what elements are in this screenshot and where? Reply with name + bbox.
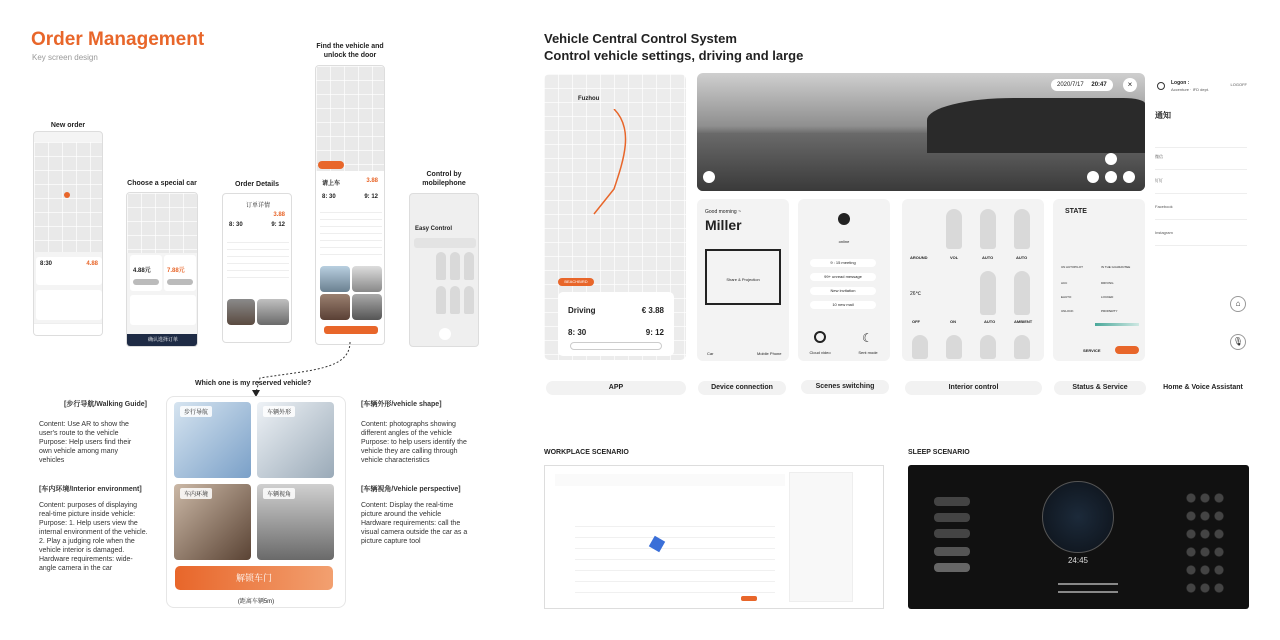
workplace-sidebar — [789, 472, 853, 602]
order-panel — [36, 257, 102, 285]
sleep-app-grid[interactable] — [1184, 489, 1228, 593]
nav-button[interactable] — [318, 161, 344, 169]
logoff-button[interactable]: LOGOFF — [1230, 82, 1247, 87]
avatar — [838, 213, 850, 225]
car-option-b[interactable] — [164, 255, 196, 291]
service-toggle[interactable] — [1115, 346, 1139, 354]
find-time-b: 9: 12 — [364, 194, 378, 200]
phone-label-special-car: Choose a special car — [127, 180, 197, 187]
note-perspective-body: Content: Display the real-time picture around the vehicle Hardware requirements: call the visual camera outside the car as a picture capture tool — [361, 502, 468, 545]
find-price: 3.88 — [366, 178, 378, 184]
note-shape-title: [车辆外形/vehicle shape] — [361, 401, 442, 408]
phone-find-vehicle — [315, 65, 385, 345]
service-label: SERVICE — [1083, 348, 1101, 353]
note-perspective-title: [车辆视角/Vehicle perspective] — [361, 486, 461, 493]
control-slider[interactable] — [980, 335, 996, 359]
connector-arrow — [250, 340, 360, 400]
tile-label: 步行导航 — [180, 406, 212, 417]
tile-walking[interactable] — [320, 266, 350, 292]
confirm-order-button[interactable]: 确认选择订单 — [127, 334, 198, 346]
temperature: 26℃ — [910, 291, 922, 297]
state-item: EAUTO — [1061, 295, 1072, 299]
phone-label-new-order: New order — [50, 122, 86, 129]
control-slider[interactable] — [464, 286, 474, 314]
night-mode-label: Sent mode — [858, 350, 878, 355]
night-mode-tile[interactable] — [846, 322, 890, 360]
app-city: Fuzhou — [578, 96, 600, 102]
note-walking-title: [步行导航/Walking Guide] — [64, 401, 147, 408]
control-slider[interactable] — [946, 335, 962, 359]
tile-vehicle-shape[interactable] — [257, 402, 334, 478]
workplace-table — [575, 516, 775, 596]
driving-time-b: 9: 12 — [645, 328, 664, 337]
unlock-door-button[interactable]: 解锁车门 — [175, 566, 333, 590]
control-slider[interactable] — [436, 286, 446, 314]
control-slider[interactable] — [1014, 271, 1030, 315]
state-item: PROPERTY — [1101, 309, 1118, 313]
notification-item[interactable] — [1155, 132, 1247, 148]
control-slider[interactable] — [1014, 335, 1030, 359]
tile-vehicle-perspective[interactable] — [257, 484, 334, 560]
workplace-button[interactable] — [741, 596, 757, 601]
note-walking-body: Content: Use AR to show the user's route to the vehicle Purpose: Help users find their own vehicle among many vehicles — [39, 421, 132, 464]
greeting-hello: Good morning ~ — [705, 209, 741, 215]
notification-panel — [1155, 74, 1247, 254]
scene-item[interactable]: 10 new mail — [810, 301, 876, 309]
note-interior-title: [车内环境/Interior environment] — [39, 486, 142, 493]
arrow-right-icon[interactable] — [1123, 171, 1135, 183]
caption-status: Status & Service — [1054, 381, 1146, 395]
car-icon — [167, 279, 193, 285]
notification-item[interactable]: Instagram — [1155, 228, 1247, 246]
route-pill[interactable] — [570, 342, 662, 350]
distance-text: (距离车辆5m) — [237, 599, 275, 605]
sleep-time: 24:45 — [1067, 556, 1089, 565]
trees — [927, 98, 1145, 153]
camera-clock — [1051, 79, 1113, 91]
state-item: UN AUTOPILOT — [1061, 265, 1083, 269]
camera-time: 20:47 — [1091, 82, 1107, 88]
caption-interior: Interior control — [905, 381, 1042, 395]
notify-heading: 通知 — [1155, 111, 1171, 120]
tile-label: 车辆外形 — [263, 406, 295, 417]
page-subtitle: Key screen design — [32, 53, 98, 62]
car-option-a[interactable] — [130, 255, 162, 291]
scene-item[interactable]: 99+ unread message — [810, 273, 876, 281]
tile-interior[interactable] — [320, 294, 350, 320]
camera-view[interactable] — [697, 73, 1145, 191]
tile-shape[interactable] — [352, 266, 382, 292]
device-card — [697, 199, 789, 361]
camera-date: 2020/7/17 — [1057, 82, 1084, 88]
details-title: 订单详情 — [245, 203, 270, 209]
cloud-video-tile[interactable] — [798, 322, 842, 360]
control-slider[interactable] — [464, 252, 474, 280]
state-progress — [1095, 323, 1139, 326]
unlock-button-small[interactable] — [324, 326, 378, 334]
label-vol: VOL — [950, 255, 959, 260]
label-auto-2: AUTO — [984, 319, 996, 324]
control-slider[interactable] — [436, 252, 446, 280]
state-item: DRIVING — [1101, 281, 1114, 285]
sleep-slider[interactable] — [934, 497, 970, 506]
phone-new-order — [33, 131, 103, 336]
control-slider[interactable] — [450, 252, 460, 280]
label-auto: AUTO — [982, 255, 994, 260]
caption-device: Device connection — [698, 381, 786, 395]
sleep-map[interactable] — [1042, 481, 1114, 553]
close-icon[interactable]: × — [1123, 78, 1137, 92]
car-label: Car — [707, 351, 714, 356]
label-off: OFF — [912, 319, 920, 324]
details-price: 3.88 — [273, 212, 285, 218]
control-slider[interactable] — [980, 271, 996, 315]
car-icon — [133, 279, 159, 285]
driving-card — [558, 292, 674, 356]
label-ambient: AMBIENT — [1014, 319, 1033, 324]
workplace-header — [555, 474, 785, 486]
tile-label: 车内环境 — [180, 488, 212, 499]
sleep-brightness[interactable] — [1058, 591, 1118, 593]
order-time: 8:30 — [40, 261, 53, 267]
state-item: ACC — [1061, 281, 1068, 285]
arrow-down-icon[interactable] — [1105, 171, 1117, 183]
control-slider[interactable] — [980, 209, 996, 249]
option-list — [130, 295, 196, 325]
app-map-panel[interactable] — [544, 74, 686, 360]
details-list — [227, 236, 289, 278]
phone-label-details: Order Details — [235, 181, 279, 188]
workplace-screen — [544, 465, 884, 609]
vehicle-photo[interactable] — [257, 299, 289, 325]
sleep-screen — [908, 465, 1249, 609]
sleep-slider[interactable] — [934, 513, 970, 522]
logon-company: Accenture · IFD dept. — [1171, 87, 1210, 92]
vccs-title — [544, 30, 803, 64]
state-card — [1053, 199, 1145, 361]
bottom-nav[interactable] — [34, 323, 103, 335]
phone-easy-control — [409, 193, 479, 347]
notification-item[interactable]: Facebook — [1155, 202, 1247, 220]
mobile-label: Mobile Phone — [757, 351, 782, 356]
page-title: Order Management — [31, 29, 205, 50]
state-item: LOCKED — [1101, 295, 1114, 299]
vehicle-photo[interactable] — [227, 299, 255, 325]
driving-time-a: 8: 30 — [568, 328, 587, 337]
details-time-a: 8: 30 — [229, 222, 243, 228]
app-badge[interactable]: BEACHBIRD — [558, 278, 594, 286]
map[interactable] — [316, 66, 385, 171]
scene-item[interactable]: New invitation — [810, 287, 876, 295]
find-time-a: 8: 30 — [322, 194, 336, 200]
phone-order-details — [222, 193, 292, 343]
phone-label-control: Control by mobilephone — [422, 171, 466, 187]
notification-item[interactable]: 微信 — [1155, 152, 1247, 170]
location-pin-icon — [64, 192, 70, 198]
arrow-left-icon[interactable] — [1087, 171, 1099, 183]
label-auto: AUTO — [1016, 255, 1028, 260]
phone-special-car — [126, 192, 198, 347]
control-toolbar[interactable] — [414, 238, 476, 248]
state-title: STATE — [1065, 208, 1087, 215]
share-projection-label: Share & Projection — [726, 277, 760, 282]
sleep-slider[interactable] — [934, 547, 970, 556]
vccs-title-line2: Control vehicle settings, driving and large — [544, 48, 804, 63]
fullscreen-icon[interactable] — [703, 171, 715, 183]
car-option-b-price: 7.88元 — [167, 268, 185, 274]
tile-perspective[interactable] — [352, 294, 382, 320]
interior-control-card — [902, 199, 1044, 361]
reserved-question: Which one is my reserved vehicle? — [195, 380, 312, 387]
sleep-slider[interactable] — [934, 563, 970, 572]
greeting-name: Miller — [705, 217, 742, 233]
online-status: online — [838, 239, 850, 244]
caption-app: APP — [546, 381, 686, 395]
tile-walking-guide[interactable] — [174, 402, 251, 478]
sleep-slider[interactable] — [934, 529, 970, 538]
moon-icon: ☾ — [862, 331, 873, 345]
microphone-icon[interactable]: 🎙 — [1230, 334, 1246, 350]
map[interactable] — [127, 193, 198, 253]
state-item: UNLOCK — [1061, 309, 1074, 313]
film-icon — [814, 331, 826, 343]
find-status: 请上车 — [322, 181, 341, 187]
label-on: ON — [950, 319, 956, 324]
vccs-title-line1: Vehicle Central Control System — [544, 31, 737, 46]
order-price: 4.88 — [86, 261, 98, 267]
home-icon[interactable]: ⌂ — [1230, 296, 1246, 312]
arrow-up-icon[interactable] — [1105, 153, 1117, 165]
note-interior-body: Content: purposes of displaying real-time picture inside vehicle: Purpose: 1. Help users view the internal environment of the vehicle. 2. Play a judging role when the vehicle interior is damaged. Hardware requirements: wide-angle camera in the car — [39, 502, 148, 572]
details-time-b: 9: 12 — [271, 222, 285, 228]
car-option-a-price: 4.88元 — [133, 268, 151, 274]
easy-control-title: Easy Control — [415, 226, 453, 232]
note-shape-body: Content: photographs showing different angles of the vehicle Purpose: to help users identify the vehicle they are calling through vehicle characteristics — [361, 421, 467, 464]
cloud-video-label: Cloud video — [809, 350, 831, 355]
sleep-title: SLEEP SCENARIO — [908, 449, 970, 456]
label-around: AROUND — [910, 255, 928, 260]
workplace-title: WORKPLACE SCENARIO — [544, 449, 629, 456]
user-icon — [1157, 82, 1165, 90]
tile-label: 车辆视角 — [263, 488, 295, 499]
notification-item[interactable]: 钉钉 — [1155, 176, 1247, 194]
control-slider[interactable] — [1014, 209, 1030, 249]
power-icon[interactable] — [439, 328, 451, 340]
control-slider[interactable] — [450, 286, 460, 314]
driving-price: € 3.88 — [641, 306, 664, 315]
caption-home-voice: Home & Voice Assistant — [1157, 381, 1249, 395]
state-item: IN THE GUARANTEE — [1101, 265, 1131, 269]
sleep-volume[interactable] — [1058, 583, 1118, 585]
scene-item[interactable]: 9 : 15 meeting — [810, 259, 876, 267]
caption-scenes: Scenes switching — [801, 380, 889, 394]
route-line — [584, 109, 644, 219]
control-slider[interactable] — [912, 335, 928, 359]
find-list — [320, 206, 382, 258]
control-slider[interactable] — [946, 209, 962, 249]
logon-label: Logon : — [1171, 80, 1190, 86]
driving-label: Driving — [568, 306, 596, 315]
phone-label-find: Find the vehicle and unlock the door — [316, 43, 384, 59]
order-list — [36, 290, 102, 320]
tile-interior[interactable] — [174, 484, 251, 560]
